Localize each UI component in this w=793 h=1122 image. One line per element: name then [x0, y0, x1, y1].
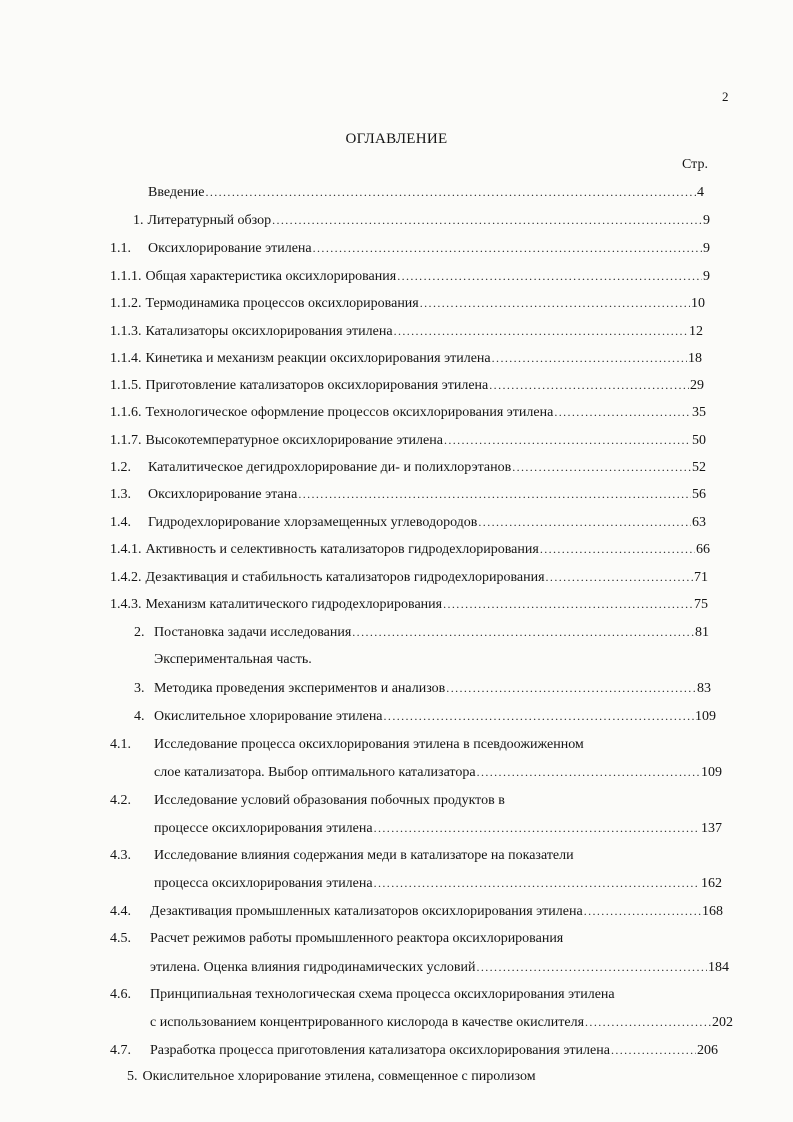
toc-number: 1.1.6.: [110, 405, 142, 420]
toc-entry-4-6-line2: [150, 1012, 733, 1032]
toc-leader: [611, 1040, 696, 1060]
toc-page: 29: [690, 378, 704, 393]
toc-page: 50: [692, 433, 706, 448]
toc-leader: [374, 818, 700, 838]
toc-number: 1.1.5.: [110, 378, 142, 393]
toc-entry-4-1-line1: [110, 735, 584, 755]
toc-entry-1-4-1: [110, 539, 710, 559]
toc-entry-5: [127, 1067, 536, 1087]
page-number: 2: [722, 89, 729, 104]
toc-page: 75: [694, 597, 708, 612]
toc-text: Окислительное хлорирование этилена, совмещенное с пиролизом: [142, 1069, 536, 1084]
toc-number: 1.4.1.: [110, 542, 142, 557]
toc-number: 4.4.: [110, 904, 131, 919]
toc-entry-1: [133, 210, 710, 230]
toc-text: Каталитическое дегидрохлорирование ди- и полихлорэтанов: [148, 460, 512, 475]
toc-leader: [374, 873, 700, 893]
toc-page: 109: [695, 709, 716, 724]
toc-text: Кинетика и механизм реакции оксихлорирования этилена: [145, 351, 491, 366]
toc-text: с использованием концентрированного кислорода в качестве окислителя: [150, 1015, 585, 1030]
toc-text: Окислительное хлорирование этилена: [154, 709, 383, 724]
toc-text: Исследование процесса оксихлорирования этилена в псевдоожиженном: [154, 737, 584, 752]
toc-text: Разработка процесса приготовления катализатора оксихлорирования этилена: [150, 1043, 610, 1058]
toc-entry-1-1-6: [110, 402, 706, 422]
toc-number: 2.: [134, 625, 145, 640]
toc-entry-2: [134, 622, 709, 642]
toc-number: 4.3.: [110, 848, 131, 863]
toc-text: Оксихлорирование этилена: [148, 241, 312, 256]
toc-leader: [492, 348, 687, 368]
toc-number: 1.4.3.: [110, 597, 142, 612]
toc-entry-4-2-line2: [154, 818, 722, 838]
toc-text: Термодинамика процессов оксихлорирования: [145, 296, 419, 311]
toc-leader: [394, 321, 688, 341]
toc-entry-1-1-5: [110, 375, 704, 395]
toc-number: 4.: [134, 709, 145, 724]
toc-number: 1.: [133, 213, 144, 228]
toc-text: Дезактивация и стабильность катализаторов гидродехлорирования: [145, 570, 545, 585]
toc-entry-4-5-line1: [110, 929, 563, 949]
toc-page: 18: [688, 351, 702, 366]
toc-page: 56: [692, 487, 706, 502]
toc-leader: [298, 484, 691, 504]
toc-entry-1-1: [110, 238, 710, 258]
toc-entry-1-2: [110, 457, 706, 477]
toc-number: 1.4.2.: [110, 570, 142, 585]
toc-page: 4: [697, 185, 704, 200]
toc-text: Гидродехлорирование хлорзамещенных углеводородов: [148, 515, 478, 530]
toc-number: 4.5.: [110, 931, 131, 946]
toc-leader: [477, 762, 700, 782]
toc-text: Экспериментальная часть.: [154, 652, 312, 667]
toc-leader: [546, 567, 693, 587]
toc-entry-1-4: [110, 512, 706, 532]
page-title: ОГЛАВЛЕНИЕ: [345, 131, 448, 147]
toc-number: 4.1.: [110, 737, 131, 752]
toc-leader: [443, 594, 693, 614]
toc-text: этилена. Оценка влияния гидродинамических условий: [150, 960, 476, 975]
toc-page: 71: [694, 570, 708, 585]
toc-text: Катализаторы оксихлорирования этилена: [145, 324, 393, 339]
toc-number: 1.1.4.: [110, 351, 142, 366]
toc-number: 4.2.: [110, 793, 131, 808]
toc-page: 52: [692, 460, 706, 475]
toc-text: процессе оксихлорирования этилена: [154, 821, 373, 836]
toc-page: 9: [703, 213, 710, 228]
toc-text: Механизм каталитического гидродехлорирования: [145, 597, 443, 612]
toc-leader: [352, 622, 694, 642]
toc-page: 81: [695, 625, 709, 640]
toc-page: 10: [691, 296, 705, 311]
toc-entry-4-7: [110, 1040, 718, 1060]
toc-leader: [384, 706, 694, 726]
toc-entry-1-3: [110, 484, 706, 504]
toc-leader: [489, 375, 689, 395]
toc-leader: [585, 1012, 711, 1032]
toc-page: 162: [701, 876, 722, 891]
toc-number: 1.1.1.: [110, 269, 142, 284]
toc-entry-4-3-line2: [154, 873, 722, 893]
toc-text: Активность и селективность катализаторов гидродехлорирования: [145, 542, 539, 557]
toc-text: Высокотемпературное оксихлорирование этилена: [145, 433, 443, 448]
toc-entry-4-5-line2: [150, 957, 729, 977]
toc-leader: [272, 210, 702, 230]
toc-number: 1.1.3.: [110, 324, 142, 339]
toc-entry-1-4-2: [110, 567, 708, 587]
toc-leader: [476, 957, 707, 977]
toc-leader: [584, 901, 701, 921]
toc-text: Исследование влияния содержания меди в катализаторе на показатели: [154, 848, 574, 863]
toc-entry-4-4: [110, 901, 723, 921]
toc-entry-3: [134, 678, 711, 698]
toc-text: Литературный обзор: [147, 213, 272, 228]
toc-page: 9: [703, 241, 710, 256]
toc-text: слое катализатора. Выбор оптимального катализатора: [154, 765, 476, 780]
toc-text: Технологическое оформление процессов оксихлорирования этилена: [145, 405, 554, 420]
toc-leader: [397, 266, 702, 286]
toc-entry-4: [134, 706, 716, 726]
toc-page: 206: [697, 1043, 718, 1058]
toc-number: 1.2.: [110, 460, 131, 475]
toc-leader: [446, 678, 696, 698]
toc-entry-1-1-7: [110, 430, 706, 450]
toc-text: Оксихлорирование этана: [148, 487, 298, 502]
toc-page: 35: [692, 405, 706, 420]
toc-text: Общая характеристика оксихлорирования: [145, 269, 397, 284]
toc-entry-1-1-1: [110, 266, 710, 286]
toc-leader: [205, 182, 696, 202]
toc-text: Методика проведения экспериментов и анализов: [154, 681, 446, 696]
toc-entry-1-1-3: [110, 321, 703, 341]
toc-number: 1.3.: [110, 487, 131, 502]
toc-entry-1-1-2: [110, 293, 705, 313]
toc-text: Дезактивация промышленных катализаторов оксихлорирования этилена: [150, 904, 583, 919]
toc-leader: [478, 512, 691, 532]
toc-number: 5.: [127, 1069, 138, 1084]
toc-page: 12: [689, 324, 703, 339]
toc-leader: [313, 238, 702, 258]
page-column-label: Стр.: [682, 157, 708, 172]
toc-entry-1-4-3: [110, 594, 708, 614]
toc-text: Исследование условий образования побочных продуктов в: [154, 793, 505, 808]
toc-page: 184: [708, 960, 729, 975]
toc-leader: [512, 457, 691, 477]
toc-leader: [420, 293, 690, 313]
toc-leader: [444, 430, 691, 450]
toc-section-experimental: [154, 650, 312, 670]
toc-page: 202: [712, 1015, 733, 1030]
toc-number: 1.1.2.: [110, 296, 142, 311]
toc-page: 63: [692, 515, 706, 530]
toc-number: 1.1.: [110, 241, 131, 256]
toc-page: 137: [701, 821, 722, 836]
toc-entry-4-3-line1: [110, 846, 574, 866]
toc-text: Расчет режимов работы промышленного реактора оксихлорирования: [150, 931, 564, 946]
toc-text: Принципиальная технологическая схема процесса оксихлорирования этилена: [150, 987, 615, 1002]
toc-number: 1.4.: [110, 515, 131, 530]
toc-leader: [540, 539, 695, 559]
toc-number: 4.6.: [110, 987, 131, 1002]
toc-entry-intro: [148, 182, 704, 202]
toc-number: 4.7.: [110, 1043, 131, 1058]
toc-entry-4-2-line1: [110, 791, 505, 811]
toc-page: 9: [703, 269, 710, 284]
toc-text: процесса оксихлорирования этилена: [154, 876, 373, 891]
toc-entry-1-1-4: [110, 348, 702, 368]
toc-number: 3.: [134, 681, 145, 696]
toc-text: Приготовление катализаторов оксихлорирования этилена: [145, 378, 489, 393]
toc-entry-4-1-line2: [154, 762, 722, 782]
toc-page: 168: [702, 904, 723, 919]
toc-page: 109: [701, 765, 722, 780]
toc-number: 1.1.7.: [110, 433, 142, 448]
toc-text: Введение: [148, 185, 205, 200]
toc-page: 66: [696, 542, 710, 557]
toc-text: Постановка задачи исследования: [154, 625, 352, 640]
toc-entry-4-6-line1: [110, 985, 615, 1005]
toc-leader: [554, 402, 691, 422]
toc-page: 83: [697, 681, 711, 696]
